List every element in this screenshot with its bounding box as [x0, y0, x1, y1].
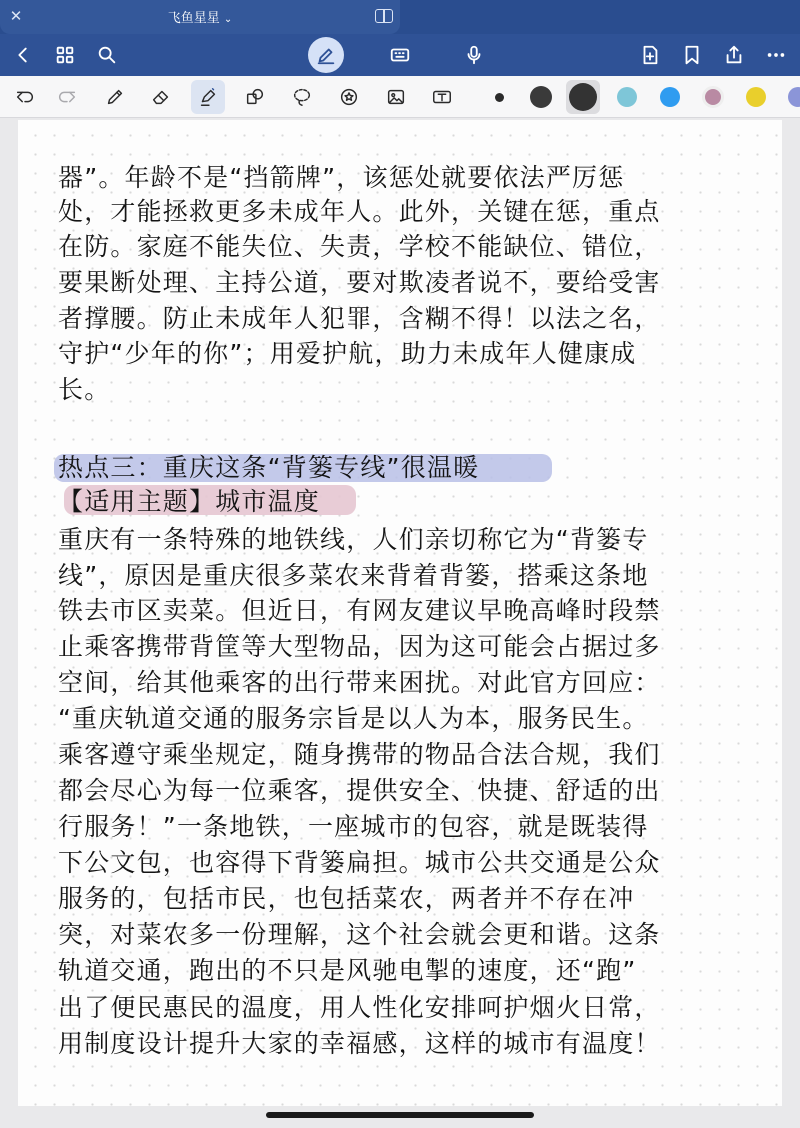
- pen-mode-icon: [315, 44, 337, 66]
- eraser-icon: [150, 86, 172, 108]
- grid-icon: [54, 44, 76, 66]
- chevron-left-icon: [12, 44, 34, 66]
- lasso-tool[interactable]: [287, 82, 317, 112]
- more-button[interactable]: [761, 40, 791, 70]
- add-page-icon: [639, 44, 661, 66]
- dictation-button[interactable]: [459, 40, 489, 70]
- handwriting-line: 长。: [58, 375, 111, 404]
- handwriting-line: 器”。年龄不是“挡箭牌”，该惩处就要依法严厉惩: [58, 163, 625, 192]
- highlighter-tool[interactable]: [191, 80, 225, 114]
- topic-subheading: 【适用主题】城市温度: [58, 487, 321, 516]
- handwriting-line: 出了便民惠民的温度，用人性化安排呵护烟火日常，: [58, 993, 661, 1022]
- eraser-tool[interactable]: [146, 82, 176, 112]
- color-swatch-black-small[interactable]: [482, 80, 516, 114]
- color-swatch-light-blue[interactable]: [610, 80, 644, 114]
- redo-button[interactable]: [52, 82, 82, 112]
- shape-tool[interactable]: [240, 82, 270, 112]
- handwriting-line: 轨道交通，跑出的不只是风驰电掣的速度，还“跑”: [58, 956, 637, 985]
- color-dot-1: [495, 93, 504, 102]
- keyboard-mode-button[interactable]: [385, 40, 415, 70]
- search-icon: [96, 44, 118, 66]
- handwriting-line: “重庆轨道交通的服务宗旨是以人为本，服务民生。: [58, 704, 649, 733]
- handwriting-line: 空间，给其他乘客的出行带来困扰。对此官方回应：: [58, 668, 661, 697]
- handwriting-line: 铁去市区卖菜。但近日，有网友建议早晚高峰时段禁: [58, 596, 661, 625]
- handwriting-line: 守护“少年的你”；用爱护航，助力未成年人健康成: [58, 339, 637, 368]
- bookmark-button[interactable]: [677, 40, 707, 70]
- color-swatch-yellow[interactable]: [739, 80, 773, 114]
- split-view-icon[interactable]: [375, 9, 393, 23]
- handwriting-line: 用制度设计提升大家的幸福感，这样的城市有温度！: [58, 1029, 661, 1058]
- share-icon: [723, 44, 745, 66]
- handwriting-line: 乘客遵守乘坐规定，随身携带的物品合法合规，我们: [58, 740, 661, 769]
- document-title-text: 飞鱼星星: [167, 11, 220, 26]
- text-box-icon: [431, 86, 453, 108]
- chevron-down-icon: ⌄: [223, 14, 233, 25]
- image-icon: [385, 86, 407, 108]
- search-button[interactable]: [92, 40, 122, 70]
- grid-view-button[interactable]: [50, 40, 80, 70]
- star-sticker-icon: [338, 86, 360, 108]
- note-page[interactable]: [18, 120, 782, 1106]
- highlighter-icon: [197, 86, 219, 108]
- microphone-icon: [463, 44, 485, 66]
- handwriting-line: 处，才能拯救更多未成年人。此外，关键在惩，重点: [58, 197, 661, 226]
- handwriting-line: 要果断处理、主持公道，要对欺凌者说不，要给受害: [58, 268, 661, 297]
- color-dot-2: [530, 86, 552, 108]
- handwriting-mode-button[interactable]: [308, 37, 344, 73]
- color-swatch-blue[interactable]: [653, 80, 687, 114]
- handwriting-line: 止乘客携带背筐等大型物品，因为这可能会占据过多: [58, 632, 661, 661]
- handwriting-line: 服务的，包括市民，也包括菜农，两者并不存在冲: [58, 884, 635, 913]
- undo-button[interactable]: [10, 82, 40, 112]
- color-dot-3: [569, 83, 597, 111]
- pen-icon: [104, 86, 126, 108]
- pen-tool[interactable]: [100, 82, 130, 112]
- color-swatch-periwinkle[interactable]: [780, 80, 800, 114]
- handwriting-line: 都会尽心为每一位乘客，提供安全、快捷、舒适的出: [58, 776, 661, 805]
- lasso-icon: [291, 86, 313, 108]
- handwriting-line: 突，对菜农多一份理解，这个社会就会更和谐。这条: [58, 920, 661, 949]
- image-tool[interactable]: [381, 82, 411, 112]
- redo-icon: [56, 86, 78, 108]
- handwriting-line: 行服务！”一条地铁，一座城市的包容，就是既装得: [58, 812, 649, 841]
- color-swatch-black-large[interactable]: [566, 80, 600, 114]
- back-button[interactable]: [8, 40, 38, 70]
- close-tab-icon[interactable]: ✕: [9, 7, 23, 25]
- color-swatch-black-medium[interactable]: [524, 80, 558, 114]
- drawing-toolbar: [0, 76, 800, 118]
- hotspot-heading: 热点三：重庆这条“背篓专线”很温暖: [58, 453, 480, 482]
- more-icon: [765, 44, 787, 66]
- undo-icon: [14, 86, 36, 108]
- add-page-button[interactable]: [635, 40, 665, 70]
- color-swatch-pink[interactable]: [696, 80, 730, 114]
- sticker-tool[interactable]: [334, 82, 364, 112]
- handwriting-line: 重庆有一条特殊的地铁线，人们亲切称它为“背篓专: [58, 525, 649, 554]
- color-dot-4: [617, 87, 637, 107]
- color-dot-6: [702, 86, 724, 108]
- navigation-bar: [0, 34, 800, 76]
- handwriting-line: 者撑腰。防止未成年人犯罪，含糊不得！以法之名，: [58, 304, 661, 333]
- home-indicator[interactable]: [266, 1112, 534, 1118]
- share-button[interactable]: [719, 40, 749, 70]
- keyboard-icon: [389, 44, 411, 66]
- document-title[interactable]: [120, 7, 280, 26]
- title-bar: [0, 0, 800, 34]
- handwriting-line: 线”，原因是重庆很多菜农来背着背篓，搭乘这条地: [58, 561, 649, 590]
- bookmark-icon: [681, 44, 703, 66]
- color-dot-7: [746, 87, 766, 107]
- handwriting-line: 在防。家庭不能失位、失责，学校不能缺位、错位，: [58, 232, 661, 261]
- document-tab[interactable]: [0, 0, 400, 34]
- text-tool[interactable]: [427, 82, 457, 112]
- color-dot-8: [788, 87, 800, 107]
- shapes-icon: [244, 86, 266, 108]
- color-dot-5: [660, 87, 680, 107]
- handwriting-line: 下公文包，也容得下背篓扁担。城市公共交通是公众: [58, 848, 661, 877]
